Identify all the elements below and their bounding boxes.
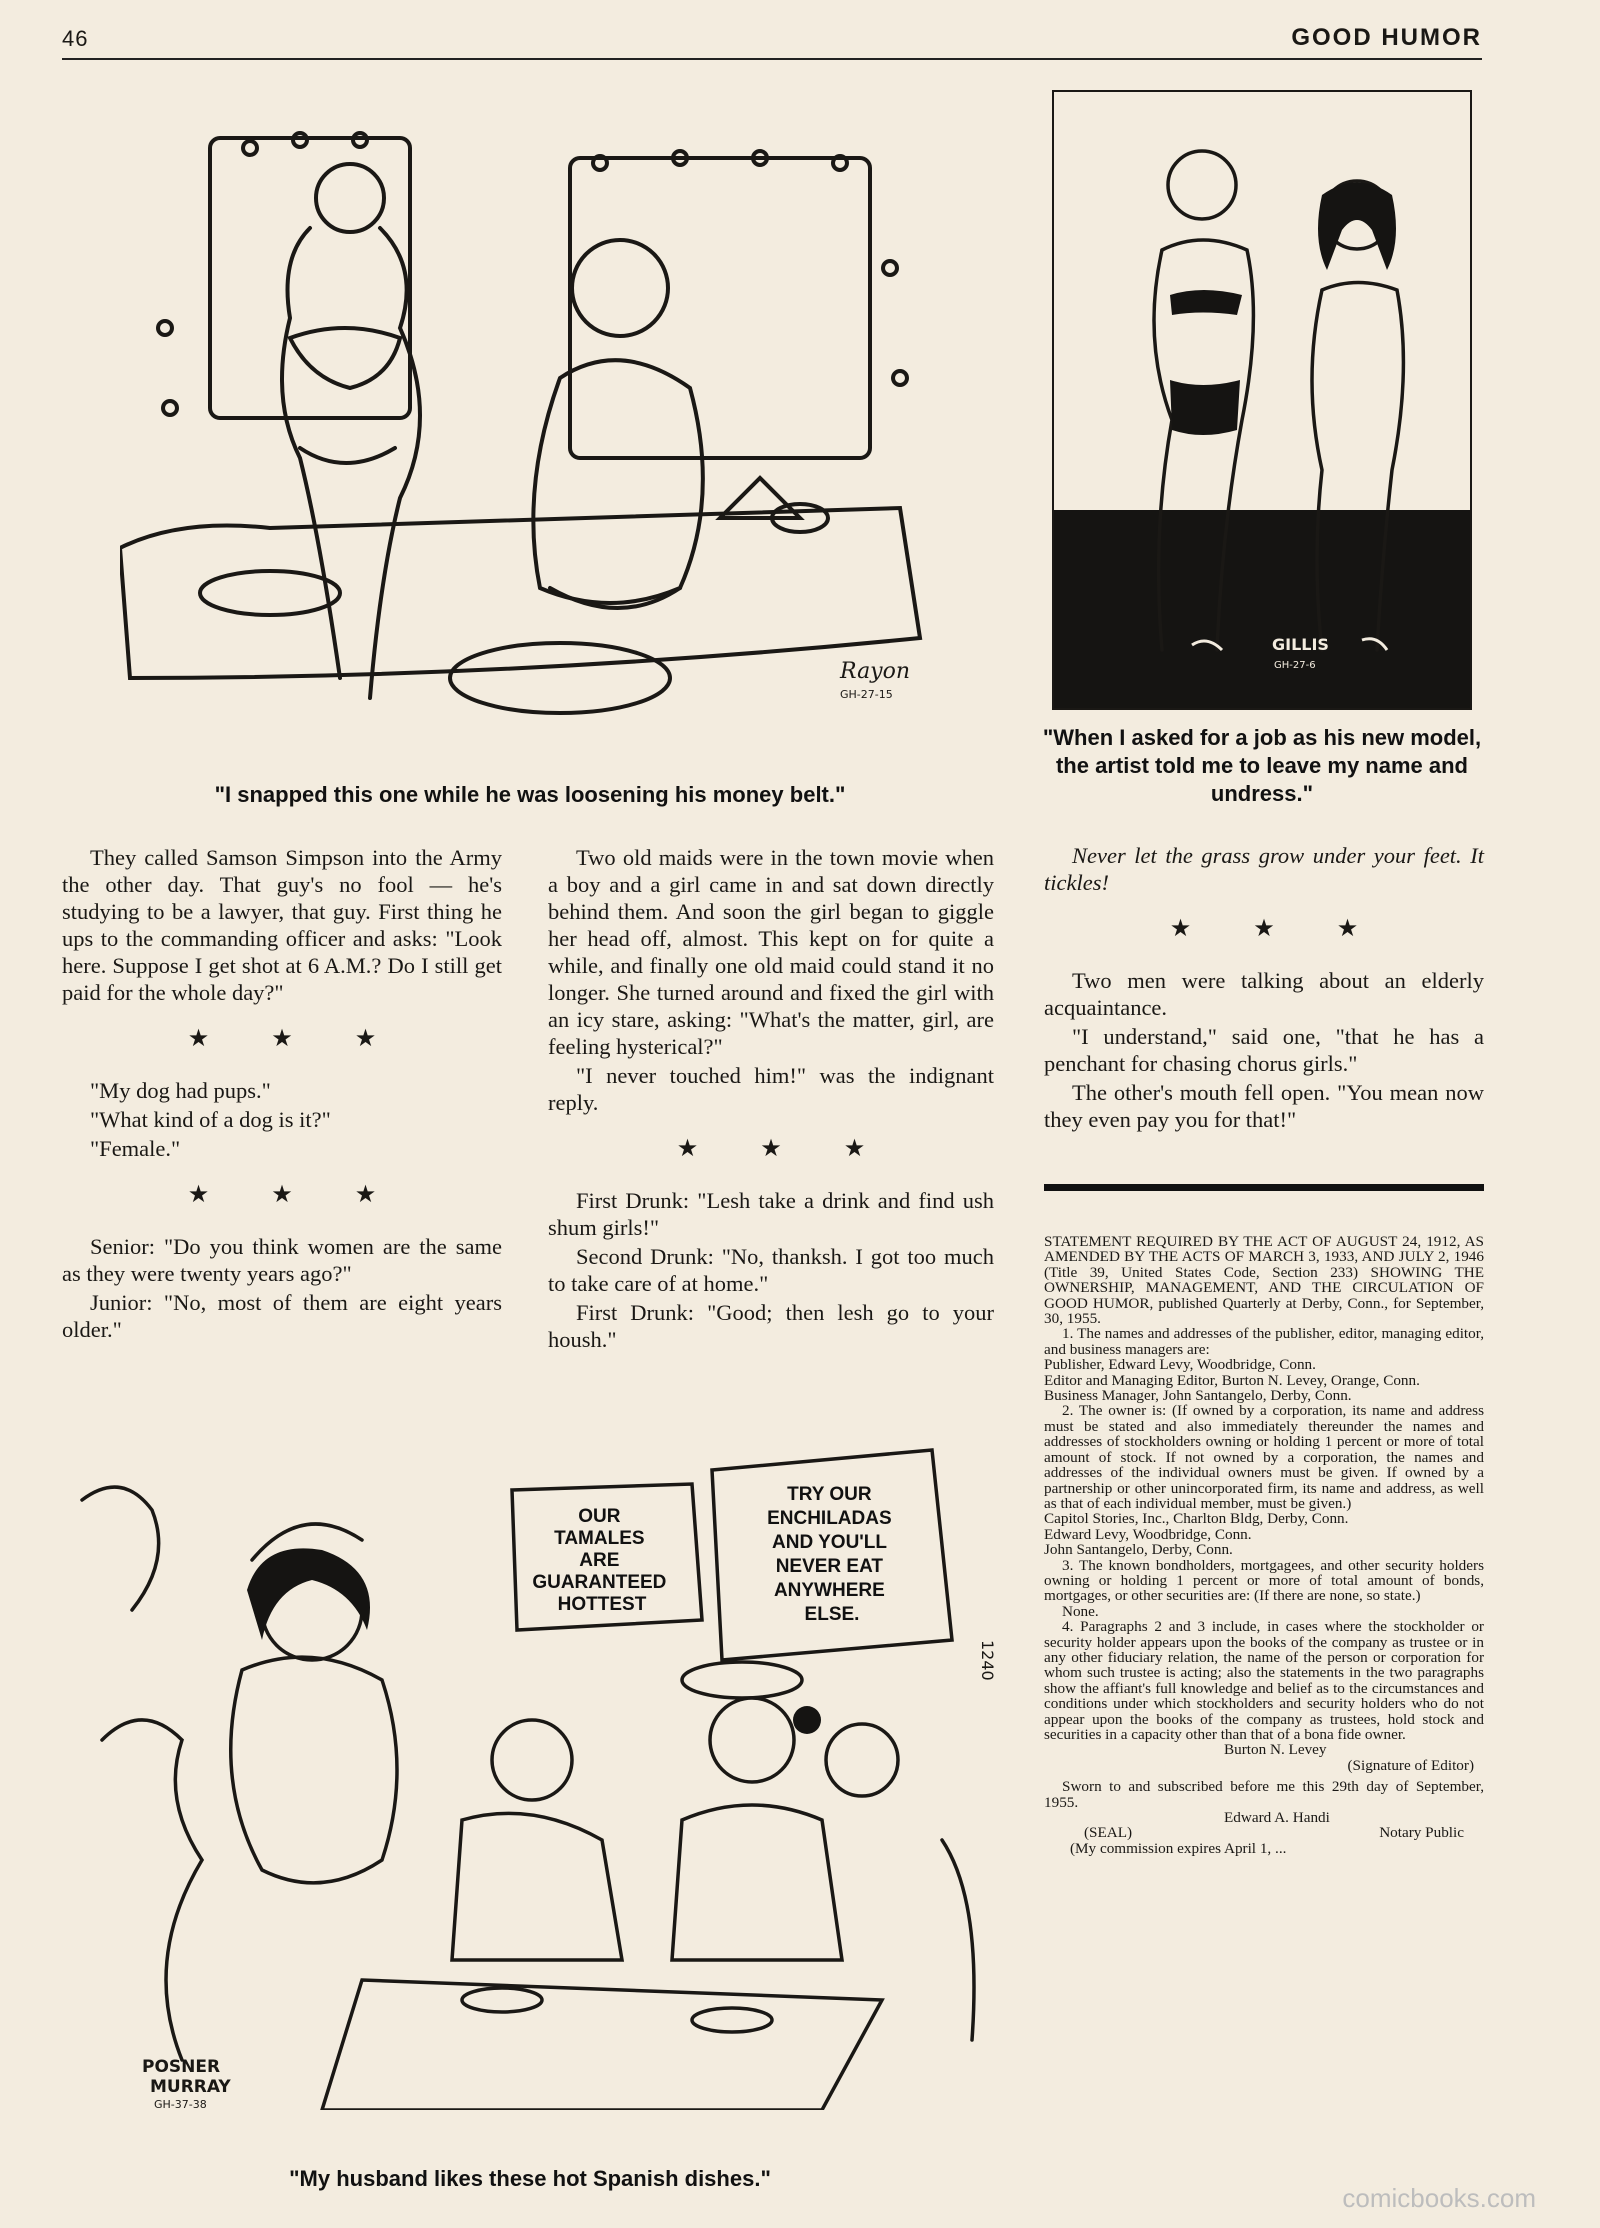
models-illustration [1052,90,1472,710]
statement-sworn: Sworn to and subscribed before me this 29th day of September, 1955. [1044,1778,1484,1811]
dressing-room-illustration [120,118,950,758]
second-drunk-line: Second Drunk: "No, thanksh. I got too much to take care of at home." [548,1244,994,1296]
sign-right-line: ELSE. [804,1604,860,1625]
models-caption: "When I asked for a job as his new model, the artist told me to leave my name and undress." [1042,725,1482,806]
sign-left-text [532,1506,671,1615]
statement-publisher: Publisher, Edward Levy, Woodbridge, Conn. [1044,1356,1316,1374]
restaurant-caption: "My husband likes these hot Spanish dishes." [289,2166,771,2191]
separator-stars: ★ ★ ★ [187,1026,405,1052]
statement-notary: Edward A. Handi [1224,1809,1330,1827]
dressing-room-signature: Rayon [840,659,911,684]
dog-joke-line-3: "Female." [90,1136,181,1161]
restaurant-signature-2: MURRAY [150,2077,231,2097]
column-3-rule [1044,1184,1484,1191]
statement-heading: STATEMENT REQUIRED BY THE ACT OF AUGUST 24, 1912, AS AMENDED BY THE ACTS OF MARCH 3, 1933, AND JULY 2, 1946 (Title 39, United States Code, Section 233) SHOWING THE OWNERSHIP, MANAGEMENT, AND THE CIRCULATION OF GOOD HUMOR, published Quarterly at Derby, Conn., for September, 30, 1955. [1044,1233,1484,1328]
sign-right-line: ANYWHERE [773,1580,885,1601]
ownership-statement [1044,1234,1484,1856]
statement-item-2: 2. The owner is: (If owned by a corporation, its name and address must be stated and also immediately thereunder the names and addresses of stockholders owning or holding 1 percent or more of total amount of stock. If not owned by a corporation, the names and addresses of the individual owners must be given. If owned by a partnership or other unincorporated firm, its name and address, as well as that of each individual member, must be given.) [1044,1402,1484,1512]
statement-signer: Burton N. Levey [1224,1741,1327,1759]
sign-left-line: HOTTEST [557,1594,647,1615]
statement-notary-title: Notary Public [1379,1824,1464,1842]
sign-left-line: ARE [579,1550,620,1571]
junior-reply: Junior: "No, most of them are eight years older." [62,1290,502,1342]
dog-joke-line-1: "My dog had pups." [90,1078,271,1103]
statement-commission: (My commission expires April 1, ... [1070,1839,1287,1857]
models-code: GH-27-6 [1274,660,1316,671]
statement-seal: (SEAL) [1084,1824,1133,1842]
sign-left-line: OUR [578,1506,621,1527]
statement-business-manager: Business Manager, John Santangelo, Derby, Conn. [1044,1387,1352,1405]
cartoon-restaurant [62,1440,1002,2110]
watermark: comicbooks.com [1342,2183,1536,2213]
dressing-room-caption: "I snapped this one while he was loosening his money belt." [214,782,846,807]
separator-stars: ★ ★ ★ [1169,916,1387,942]
statement-none: None. [1062,1602,1099,1620]
cartoon-models [1052,90,1472,710]
column-2 [548,844,994,1355]
old-maids-reply: "I never touched him!" was the indignant reply. [548,1063,994,1115]
two-men-line: "I understand," said one, "that he has a penchant for chasing chorus girls." [1044,1024,1484,1076]
column-3 [1044,842,1484,1135]
statement-owner-3: John Santangelo, Derby, Conn. [1044,1541,1233,1559]
separator-stars: ★ ★ ★ [187,1182,405,1208]
grass-joke: Never let the grass grow under your feet. It tickles! [1044,843,1484,895]
statement-owner-1: Capitol Stories, Inc., Charlton Bldg, Derby, Conn. [1044,1510,1349,1528]
restaurant-code: GH-37-38 [154,2098,207,2110]
two-men-joke: Two men were talking about an elderly acquaintance. [1044,968,1484,1020]
two-men-reply: The other's mouth fell open. "You mean now they even pay you for that!" [1044,1080,1484,1132]
restaurant-illustration [62,1440,1002,2110]
sign-left-line: GUARANTEED [532,1572,667,1593]
statement-item-4: 4. Paragraphs 2 and 3 include, in cases where the stockholder or security holder appears upon the books of the company as trustee or in any other fiduciary relation, the name of the person or corporation for whom such trustee is acting; also the statements in the two paragraphs show the affiant's full knowledge and belief as to the circumstances and conditions under which stockholders and security holders who do not appear upon the books of the company as trustees, hold stock and securities in a capacity other than that of a bona fide owner. [1044,1618,1484,1743]
page-number: 46 [62,26,89,51]
column-1 [62,844,502,1345]
sign-right-line: NEVER EAT [775,1556,884,1577]
models-signature: GILLIS [1272,635,1329,654]
header-rule [62,58,1482,60]
sign-right-text [767,1484,897,1625]
statement-item-1: 1. The names and addresses of the publisher, editor, managing editor, and business managers are: [1044,1325,1484,1358]
restaurant-signature-1: POSNER [142,2057,221,2077]
sign-right-line: ENCHILADAS [767,1508,892,1529]
dog-joke-line-2: "What kind of a dog is it?" [90,1107,331,1132]
sign-right-line: AND YOU'LL [772,1532,887,1553]
sign-left-line: TAMALES [554,1528,645,1549]
sign-right-line: TRY OUR [787,1484,872,1505]
statement-owner-2: Edward Levy, Woodbridge, Conn. [1044,1525,1252,1543]
statement-item-3: 3. The known bondholders, mortgagees, and other security holders owning or holding 1 percent or more of total amount of bonds, mortgages, or other securities are: (If there are none, so state.) [1044,1556,1484,1605]
statement-signer-title: (Signature of Editor) [1347,1756,1474,1774]
cartoon-dressing-room [120,118,950,758]
first-drunk-reply: First Drunk: "Good; then lesh go to your housh." [548,1300,994,1352]
restaurant-number: 1240 [978,1640,997,1681]
samson-joke: They called Samson Simpson into the Army the other day. That guy's no fool — he's studying to be a lawyer, that guy. First thing he ups to the commanding officer and asks: "Look here. Suppose I get shot at 6 A.M.? Do I still get paid for the whole day?" [62,845,502,1005]
statement-editor: Editor and Managing Editor, Burton N. Levey, Orange, Conn. [1044,1371,1420,1389]
magazine-title: GOOD HUMOR [1291,24,1482,51]
separator-stars: ★ ★ ★ [676,1136,894,1162]
dressing-room-code: GH-27-15 [840,688,893,701]
senior-joke: Senior: "Do you think women are the same as they were twenty years ago?" [62,1234,502,1286]
old-maids-joke: Two old maids were in the town movie when a boy and a girl came in and sat down directly behind them. And soon the girl began to giggle her head off, almost. This kept on for quite a while, and finally one old maid could stand it no longer. She turned around and fixed the girl with an icy stare, asking: "What's the matter, girl, are feeling hysterical?" [548,845,994,1059]
first-drunk-line: First Drunk: "Lesh take a drink and find ush shum girls!" [548,1188,994,1240]
statement-seal-line [1044,1825,1484,1840]
